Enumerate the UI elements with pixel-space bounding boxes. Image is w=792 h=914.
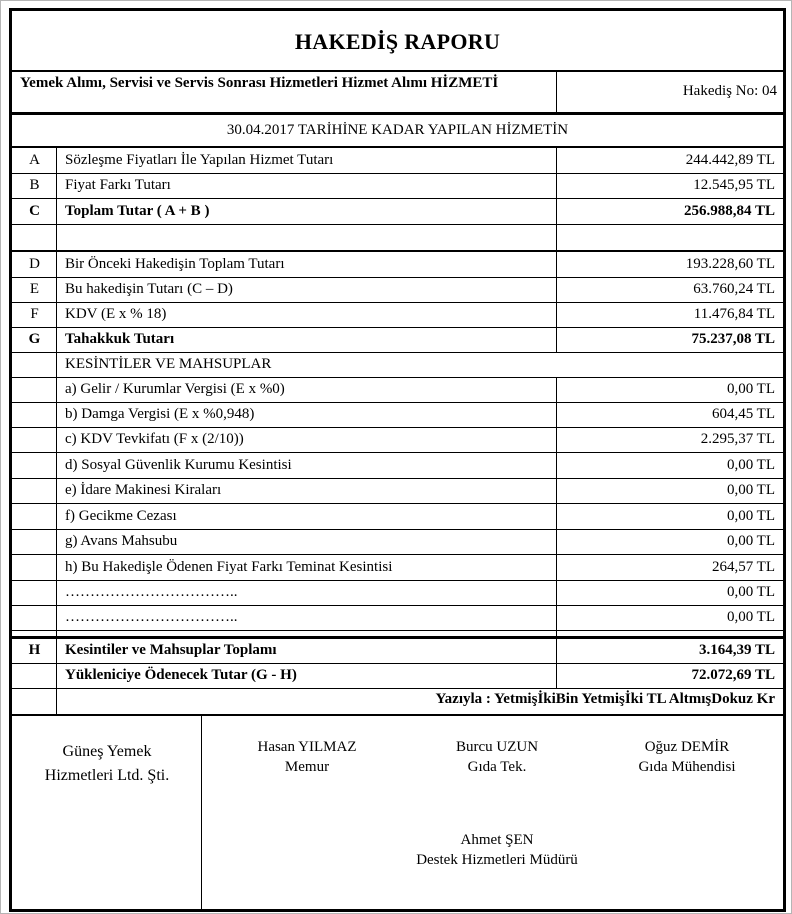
table-row bbox=[12, 224, 783, 250]
row-description: Fiyat Farkı Tutarı bbox=[65, 177, 171, 193]
row-description: Sözleşme Fiyatları İle Yapılan Hizmet Tutarı bbox=[65, 152, 334, 168]
divider bbox=[12, 663, 783, 664]
table-row bbox=[12, 173, 783, 198]
row-description: f) Gecikme Cezası bbox=[65, 508, 177, 524]
divider bbox=[12, 554, 783, 555]
divider bbox=[12, 688, 783, 689]
row-amount: 63.760,24 TL bbox=[693, 281, 775, 297]
divider bbox=[12, 327, 783, 328]
row-code: F bbox=[30, 306, 39, 322]
signature-block bbox=[217, 737, 397, 777]
row-amount: 0,00 TL bbox=[726, 381, 775, 397]
contractor-company bbox=[12, 740, 202, 788]
divider bbox=[12, 112, 783, 115]
row-amount: 0,00 TL bbox=[726, 609, 775, 625]
table-row bbox=[12, 427, 783, 452]
table-row bbox=[12, 148, 783, 173]
divider bbox=[56, 148, 57, 224]
row-description: d) Sosyal Güvenlik Kurumu Kesintisi bbox=[65, 457, 292, 473]
row-code: H bbox=[28, 642, 41, 658]
table-row bbox=[12, 663, 783, 688]
row-amount: 75.237,08 TL bbox=[691, 331, 775, 347]
divider bbox=[12, 636, 783, 639]
row-amount: 193.228,60 TL bbox=[685, 256, 775, 272]
row-amount: 2.295,37 TL bbox=[700, 431, 775, 447]
row-amount: 0,00 TL bbox=[726, 533, 775, 549]
signature-block bbox=[592, 737, 782, 777]
row-code: G bbox=[28, 331, 41, 347]
row-description: …………………………….. bbox=[65, 609, 238, 625]
row-amount: 264,57 TL bbox=[711, 559, 775, 575]
divider bbox=[12, 427, 783, 428]
table-row bbox=[12, 198, 783, 224]
row-description: a) Gelir / Kurumlar Vergisi (E x %0) bbox=[65, 381, 285, 397]
row-amount: 72.072,69 TL bbox=[691, 667, 775, 683]
table-row bbox=[12, 605, 783, 630]
row-description: Bir Önceki Hakedişin Toplam Tutarı bbox=[65, 256, 285, 272]
row-description: g) Avans Mahsubu bbox=[65, 533, 178, 549]
signatory-title: Destek Hizmetleri Müdürü bbox=[416, 852, 578, 868]
table-row bbox=[12, 302, 783, 327]
row-description: Bu hakedişin Tutarı (C – D) bbox=[65, 281, 233, 297]
divider bbox=[12, 402, 783, 403]
row-description: Kesintiler ve Mahsuplar Toplamı bbox=[65, 642, 277, 658]
table-row bbox=[12, 377, 783, 402]
divider bbox=[12, 250, 783, 252]
row-amount: 11.476,84 TL bbox=[693, 306, 775, 322]
signature-block bbox=[407, 737, 587, 777]
row-description: KDV (E x % 18) bbox=[65, 306, 167, 322]
table-row bbox=[12, 529, 783, 554]
period-heading: 30.04.2017 TARİHİNE KADAR YAPILAN HİZMETİN bbox=[226, 122, 569, 138]
divider bbox=[12, 714, 783, 716]
row-description: KESİNTİLER VE MAHSUPLAR bbox=[65, 356, 272, 372]
row-description: h) Bu Hakedişle Ödenen Fiyat Farkı Teminat Kesintisi bbox=[65, 559, 393, 575]
report-title: HAKEDİŞ RAPORU bbox=[294, 29, 501, 54]
amount-in-words: Yazıyla : YetmişİkiBin Yetmişİki TL AltmışDokuz Kr bbox=[435, 691, 775, 707]
signature-block bbox=[392, 830, 602, 870]
divider bbox=[12, 580, 783, 581]
table-row bbox=[12, 503, 783, 529]
divider bbox=[12, 224, 783, 225]
divider bbox=[12, 478, 783, 479]
company-name-line1: Güneş Yemek bbox=[62, 743, 152, 760]
row-amount: 0,00 TL bbox=[726, 482, 775, 498]
row-description: e) İdare Makinesi Kiraları bbox=[65, 482, 222, 498]
divider bbox=[12, 529, 783, 530]
row-amount: 256.988,84 TL bbox=[684, 203, 775, 219]
signatory-name: Hasan YILMAZ bbox=[257, 739, 357, 755]
divider bbox=[12, 302, 783, 303]
divider bbox=[12, 452, 783, 453]
row-description: c) KDV Tevkifatı (F x (2/10)) bbox=[65, 431, 244, 447]
row-amount: 0,00 TL bbox=[726, 508, 775, 524]
row-code: B bbox=[29, 177, 40, 193]
signatory-title: Memur bbox=[284, 759, 330, 775]
signatory-title: Gıda Mühendisi bbox=[638, 759, 736, 775]
divider bbox=[12, 277, 783, 278]
divider bbox=[12, 173, 783, 174]
divider bbox=[12, 630, 783, 631]
table-row bbox=[12, 554, 783, 580]
row-code: A bbox=[29, 152, 40, 168]
divider bbox=[12, 352, 783, 353]
row-amount: 12.545,95 TL bbox=[693, 177, 775, 193]
signatory-title: Gıda Tek. bbox=[467, 759, 527, 775]
row-code: E bbox=[29, 281, 40, 297]
divider bbox=[56, 638, 57, 714]
divider bbox=[556, 638, 557, 688]
divider bbox=[556, 148, 557, 224]
table-row bbox=[12, 638, 783, 663]
row-description: …………………………….. bbox=[65, 584, 238, 600]
divider bbox=[556, 377, 557, 636]
row-description: b) Damga Vergisi (E x %0,948) bbox=[65, 406, 255, 422]
table-row bbox=[12, 327, 783, 352]
row-amount: 0,00 TL bbox=[726, 457, 775, 473]
row-description: Yükleniciye Ödenecek Tutar (G - H) bbox=[65, 667, 297, 683]
hakedis-number: Hakediş No: 04 bbox=[682, 83, 777, 99]
divider bbox=[12, 605, 783, 606]
table-row bbox=[12, 580, 783, 605]
table-row bbox=[12, 402, 783, 427]
row-amount: 0,00 TL bbox=[726, 584, 775, 600]
row-amount: 244.442,89 TL bbox=[685, 152, 775, 168]
row-description: Tahakkuk Tutarı bbox=[65, 331, 175, 347]
divider bbox=[556, 224, 557, 250]
table-row bbox=[12, 478, 783, 503]
company-name-line2: Hizmetleri Ltd. Şti. bbox=[44, 767, 170, 784]
divider bbox=[12, 70, 783, 72]
row-amount: 604,45 TL bbox=[711, 406, 775, 422]
row-description: Toplam Tutar ( A + B ) bbox=[65, 203, 210, 219]
divider bbox=[12, 503, 783, 504]
row-amount: 3.164,39 TL bbox=[699, 642, 775, 658]
signatory-name: Burcu UZUN bbox=[455, 739, 539, 755]
table-row bbox=[12, 352, 783, 377]
divider bbox=[12, 377, 783, 378]
report-sheet bbox=[9, 8, 786, 912]
divider bbox=[556, 252, 557, 352]
row-code: C bbox=[29, 203, 40, 219]
divider bbox=[12, 198, 783, 199]
project-title: Yemek Alımı, Servisi ve Servis Sonrası Hizmetleri Hizmet Alımı HİZMETİ bbox=[20, 75, 499, 91]
table-row bbox=[12, 277, 783, 302]
signatory-name: Ahmet ŞEN bbox=[460, 832, 534, 848]
table-row bbox=[12, 252, 783, 277]
row-code: D bbox=[29, 256, 40, 272]
signatory-name: Oğuz DEMİR bbox=[644, 739, 730, 755]
table-row bbox=[12, 452, 783, 478]
divider bbox=[56, 252, 57, 636]
divider bbox=[56, 224, 57, 250]
